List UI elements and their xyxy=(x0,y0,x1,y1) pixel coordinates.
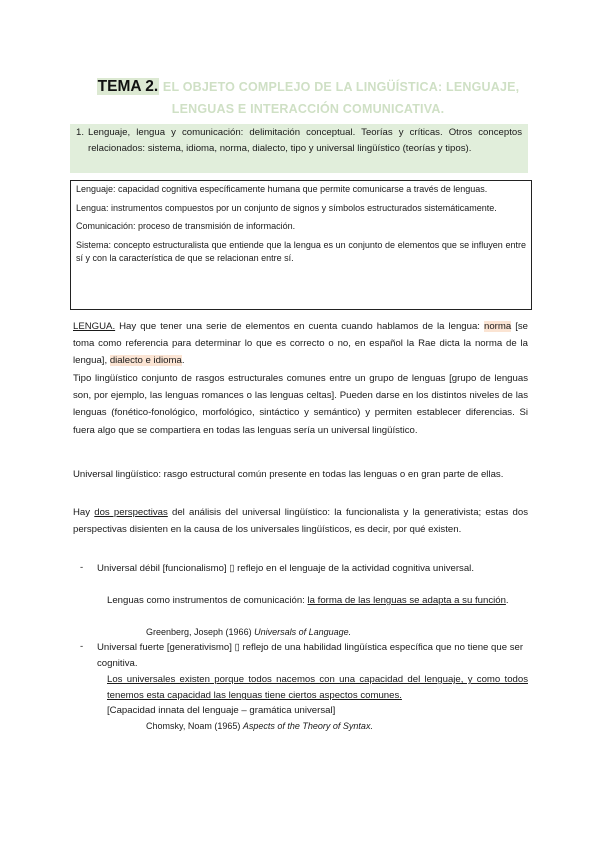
gramatica-universal-bracket: [Capacidad innata del lenguaje – gramática universal] xyxy=(107,705,336,716)
lengua-text-3: . xyxy=(181,355,185,367)
greenberg-citation xyxy=(146,624,351,640)
lengua-text-2: [se toma como referencia para determinar lo que es correcto o no, en español la Rae dicta la norma de la lengua], xyxy=(73,321,528,367)
dos-perspectivas-underlined: dos perspectivas xyxy=(94,507,168,518)
bullet-dash-weak: - xyxy=(80,562,84,573)
dialecto-highlight: dialecto e idioma xyxy=(109,355,182,367)
definition-sistema: Sistema: concepto estructuralista que entiende que la lengua es un conjunto de elementos que se influyen entre sí y con la característica de que se relacionan entre sí. xyxy=(76,239,526,263)
universal-debil-sub xyxy=(107,593,528,609)
definitions-box xyxy=(70,180,532,310)
topic-number: 1. xyxy=(76,127,85,138)
weak-sub-text: Lenguas como instrumentos de comunicación: xyxy=(107,595,308,606)
weak-sub-underlined: la forma de las lenguas se adapta a su función xyxy=(307,595,506,606)
definition-comunicacion: Comunicación: proceso de transmisión de información. xyxy=(76,221,296,231)
chomsky-citation xyxy=(146,718,373,734)
tema-number: TEMA 2. xyxy=(97,78,159,95)
lengua-text-1: Hay que tener una serie de elementos en cuenta cuando hablamos de la lengua: xyxy=(115,321,484,332)
definition-lengua: Lengua: instrumentos compuestos por un conjunto de signos y símbolos estructurados sistemáticamente. xyxy=(76,202,497,213)
tipo-linguistico-paragraph: Tipo lingüístico conjunto de rasgos estructurales comunes entre un grupo de lenguas [grupo de lenguas son, por ejemplo, las lenguas romances o las lenguas celtas]. Pueden darse en los distintos niveles de las lenguas (fonético-fonológico, morfológico, sintáctico y semántico) y permiten establecer diferencias. Si fuera algo que se compartiera en todas las lenguas sería un universal lingüístico. xyxy=(73,373,528,436)
title-line-1: EL OBJETO COMPLEJO DE LA LINGÜÍSTICA: LENGUAJE, xyxy=(159,80,520,94)
perspectivas-paragraph xyxy=(73,504,528,538)
chomsky-author: Chomsky, Noam (1965) xyxy=(146,721,243,731)
universal-fuerte-item: Universal fuerte [generativismo] ▯ reflejo de una habilidad lingüística específica que no tiene que ser cognitiva. xyxy=(97,642,524,670)
definition-lenguaje: Lenguaje: capacidad cognitiva específicamente humana que permite comunicarse a través de lenguas. xyxy=(76,184,488,194)
strong-sub-underlined: Los universales existen porque todos nacemos con una capacidad del lenguaje, y como todos tenemos esta capacidad las lenguas tiene ciertos aspectos comunes. xyxy=(107,674,528,702)
topic-heading xyxy=(70,124,528,173)
title-line-2: LENGUAS E INTERACCIÓN COMUNICATIVA. xyxy=(171,102,445,116)
perspectivas-text-2: del análisis del universal lingüístico: la funcionalista y la generativista; estas dos perspectivas disienten en la causa de los universales lingüísticos, es decir, por qué existen. xyxy=(73,507,528,536)
chomsky-title: Aspects of the Theory of Syntax. xyxy=(242,721,373,731)
topic-text: Lenguaje, lengua y comunicación: delimitación conceptual. Teorías y críticas. Otros conceptos relacionados: sistema, idioma, norma, dialecto, tipo y universal lingüístico (teorías y tipos). xyxy=(88,127,522,154)
perspectivas-text-1: Hay xyxy=(73,507,95,518)
norma-highlight: norma xyxy=(483,321,512,332)
universal-linguistico-paragraph: Universal lingüístico: rasgo estructural común presente en todas las lenguas o en gran parte de ellas. xyxy=(73,469,504,480)
greenberg-title: Universals of Language. xyxy=(254,627,352,637)
lengua-label: LENGUA. xyxy=(73,321,116,332)
universal-fuerte-sub xyxy=(107,672,528,704)
greenberg-author: Greenberg, Joseph (1966) xyxy=(146,627,255,637)
lengua-paragraph xyxy=(73,318,528,370)
document-title xyxy=(88,76,528,120)
weak-sub-end: . xyxy=(505,595,509,606)
bullet-dash-strong: - xyxy=(80,641,84,652)
universal-debil-item: Universal débil [funcionalismo] ▯ reflejo en el lenguaje de la actividad cognitiva universal. xyxy=(97,563,474,574)
